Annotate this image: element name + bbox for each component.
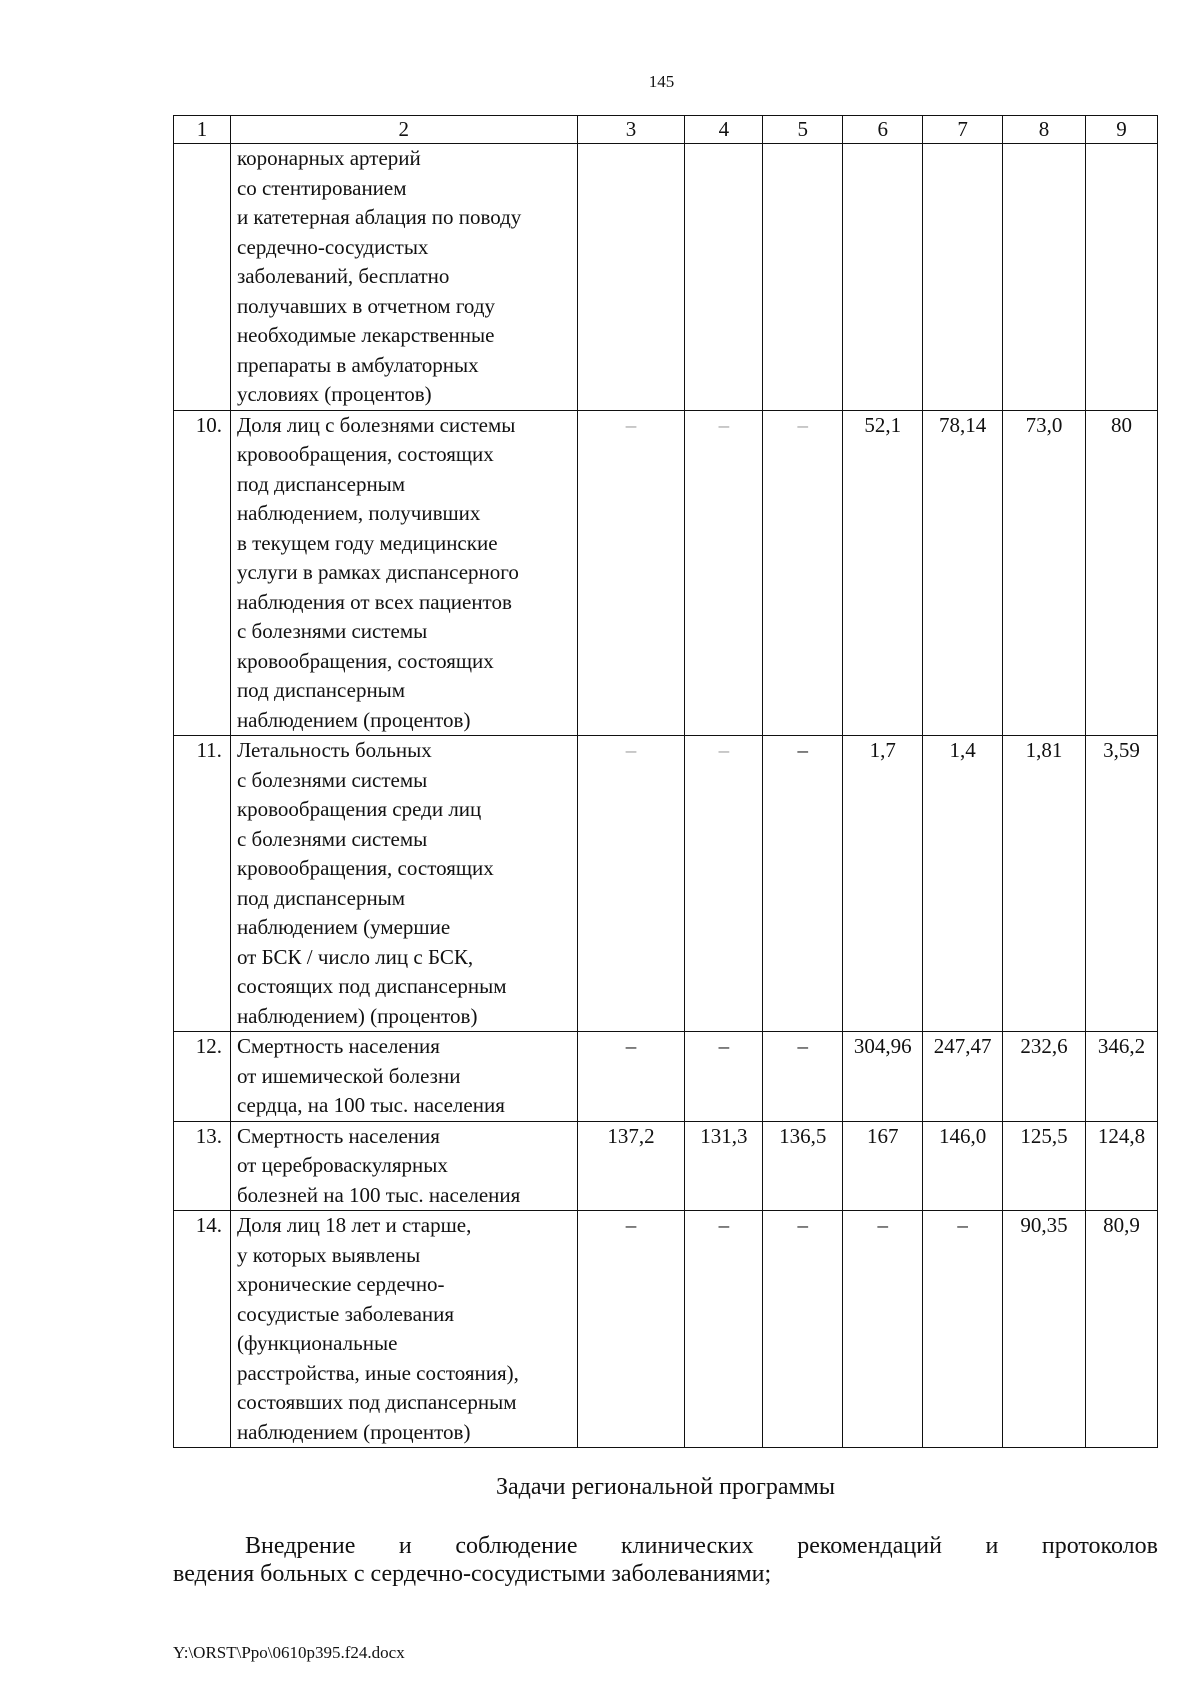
value-cell: – xyxy=(577,410,685,736)
page-number: 145 xyxy=(648,72,675,91)
value-cell: – xyxy=(577,1211,685,1448)
row-description: Смертность населения от ишемической болезни сердца, на 100 тыс. населения xyxy=(230,1032,577,1122)
value-cell xyxy=(577,144,685,411)
row-description: Доля лиц с болезнями системы кровообращения, состоящих под диспансерным наблюдением, получивших в текущем году медицинские услуги в рамках диспансерного наблюдения от всех пациентов с болезнями системы кровообращения, состоящих под диспансерным наблюдением (процентов) xyxy=(230,410,577,736)
value-cell: – xyxy=(685,736,763,1032)
value-cell: 78,14 xyxy=(923,410,1003,736)
row-description: Смертность населения от цереброваскулярных болезней на 100 тыс. населения xyxy=(230,1121,577,1211)
indicators-table xyxy=(173,115,1158,1448)
table-header-cell: 1 xyxy=(174,116,231,144)
paragraph-line: ведения больных с сердечно-сосудистыми заболеваниями; xyxy=(173,1561,772,1587)
value-cell: 1,7 xyxy=(843,736,923,1032)
row-number xyxy=(174,144,231,411)
table-header-cell: 5 xyxy=(763,116,843,144)
value-cell: – xyxy=(685,1211,763,1448)
value-cell: 90,35 xyxy=(1003,1211,1086,1448)
value-cell: – xyxy=(843,1211,923,1448)
value-cell: – xyxy=(685,410,763,736)
table-header-row xyxy=(174,116,1158,144)
row-number: 10. xyxy=(174,410,231,736)
value-cell: 137,2 xyxy=(577,1121,685,1211)
value-cell: 131,3 xyxy=(685,1121,763,1211)
value-cell: – xyxy=(577,736,685,1032)
table-header-cell: 9 xyxy=(1086,116,1158,144)
value-cell: – xyxy=(763,410,843,736)
value-cell: 80,9 xyxy=(1086,1211,1158,1448)
value-cell xyxy=(1086,144,1158,411)
table-header-cell: 3 xyxy=(577,116,685,144)
paragraph-line: Внедрение и соблюдение клинических рекомендаций и протоколов xyxy=(245,1533,1158,1559)
value-cell xyxy=(1003,144,1086,411)
value-cell: 3,59 xyxy=(1086,736,1158,1032)
value-cell xyxy=(763,144,843,411)
value-cell: – xyxy=(763,1032,843,1122)
value-cell xyxy=(843,144,923,411)
value-cell xyxy=(685,144,763,411)
table-row xyxy=(174,1211,1158,1448)
row-description: Доля лиц 18 лет и старше, у которых выявлены хронические сердечно- сосудистые заболевания (функциональные расстройства, иные состояния), состоявших под диспансерным наблюдением (процентов) xyxy=(230,1211,577,1448)
row-description: Летальность больных с болезнями системы кровообращения среди лиц с болезнями системы кровообращения, состоящих под диспансерным наблюдением (умершие от БСК / число лиц с БСК, состоящих под диспансерным наблюдением) (процентов) xyxy=(230,736,577,1032)
value-cell: 52,1 xyxy=(843,410,923,736)
value-cell: 1,4 xyxy=(923,736,1003,1032)
row-description: коронарных артерий со стентированием и катетерная аблация по поводу сердечно-сосудистых заболеваний, бесплатно получавших в отчетном году необходимые лекарственные препараты в амбулаторных условиях (процентов) xyxy=(230,144,577,411)
value-cell: – xyxy=(763,1211,843,1448)
table-row xyxy=(174,1032,1158,1122)
table-row xyxy=(174,736,1158,1032)
value-cell: 232,6 xyxy=(1003,1032,1086,1122)
row-number: 11. xyxy=(174,736,231,1032)
value-cell: 80 xyxy=(1086,410,1158,736)
table-header-cell: 7 xyxy=(923,116,1003,144)
value-cell: 136,5 xyxy=(763,1121,843,1211)
value-cell: 73,0 xyxy=(1003,410,1086,736)
value-cell xyxy=(923,144,1003,411)
table-header-cell: 2 xyxy=(230,116,577,144)
table-row xyxy=(174,144,1158,411)
value-cell: – xyxy=(685,1032,763,1122)
value-cell: – xyxy=(763,736,843,1032)
value-cell: 124,8 xyxy=(1086,1121,1158,1211)
value-cell: – xyxy=(923,1211,1003,1448)
value-cell: 247,47 xyxy=(923,1032,1003,1122)
body-paragraph xyxy=(173,1532,1158,1588)
table-header-cell: 6 xyxy=(843,116,923,144)
section-heading: Задачи региональной программы xyxy=(496,1474,835,1500)
value-cell: – xyxy=(577,1032,685,1122)
value-cell: 1,81 xyxy=(1003,736,1086,1032)
value-cell: 125,5 xyxy=(1003,1121,1086,1211)
row-number: 13. xyxy=(174,1121,231,1211)
table-header-cell: 4 xyxy=(685,116,763,144)
value-cell: 146,0 xyxy=(923,1121,1003,1211)
table-header-cell: 8 xyxy=(1003,116,1086,144)
row-number: 14. xyxy=(174,1211,231,1448)
value-cell: 304,96 xyxy=(843,1032,923,1122)
row-number: 12. xyxy=(174,1032,231,1122)
footer-file-path: Y:\ORST\Ppo\0610p395.f24.docx xyxy=(173,1643,405,1662)
table-row xyxy=(174,410,1158,736)
value-cell: 346,2 xyxy=(1086,1032,1158,1122)
value-cell: 167 xyxy=(843,1121,923,1211)
table-row xyxy=(174,1121,1158,1211)
